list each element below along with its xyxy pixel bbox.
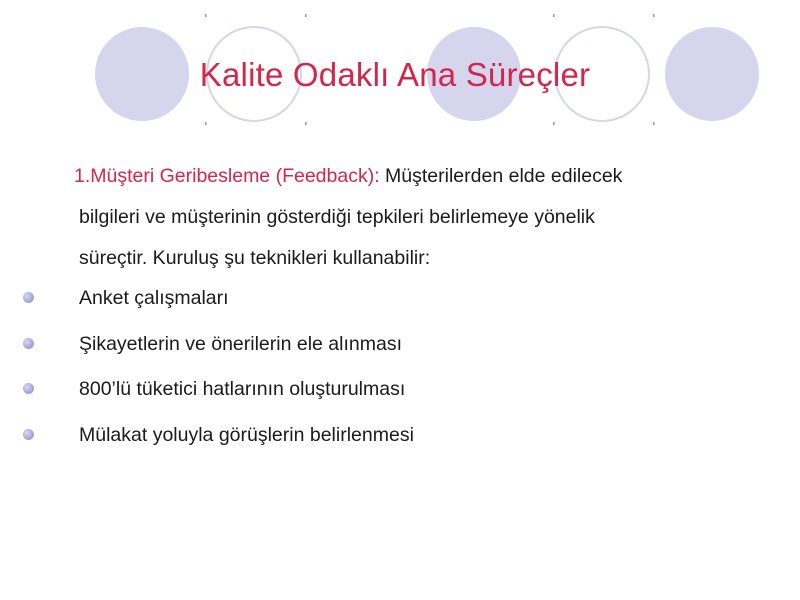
decor-tick: [205, 14, 207, 17]
list-item-text: Şikayetlerin ve önerilerin ele alınması: [79, 332, 402, 355]
list-item-text: Anket çalışmaları: [79, 287, 229, 309]
decor-tick: [553, 122, 555, 125]
intro-paragraph: [74, 156, 759, 279]
technique-list: [0, 280, 800, 462]
intro-line-1: [74, 156, 759, 197]
slide-title: Kalite Odaklı Ana Süreçler: [199, 56, 591, 93]
intro-line-2: bilgileri ve müşterinin gösterdiği tepkileri belirlemeye yönelik: [79, 206, 595, 228]
list-item: [0, 326, 800, 372]
list-item: [0, 280, 800, 326]
decor-tick: [205, 122, 207, 125]
decor-tick: [653, 14, 655, 17]
bullet-icon: [23, 338, 34, 349]
list-item-text: 800’lü tüketici hatlarının oluşturulması: [79, 378, 406, 400]
list-item: [0, 371, 800, 417]
decor-tick: [305, 122, 307, 125]
decor-tick: [653, 122, 655, 125]
intro-line-1-rest: Müşterilerden elde edilecek: [379, 165, 623, 187]
intro-lead-heading: 1.Müşteri Geribesleme (Feedback):: [74, 165, 380, 187]
bullet-icon: [23, 383, 34, 394]
list-item-text: Mülakat yoluyla görüşlerin belirlenmesi: [79, 423, 414, 446]
bullet-icon: [23, 429, 34, 440]
bullet-icon: [23, 292, 34, 303]
list-item: [0, 417, 800, 463]
intro-line-3: süreçtir. Kuruluş şu teknikleri kullanabilir:: [79, 247, 431, 269]
decor-tick: [305, 14, 307, 17]
decor-tick: [553, 14, 555, 17]
